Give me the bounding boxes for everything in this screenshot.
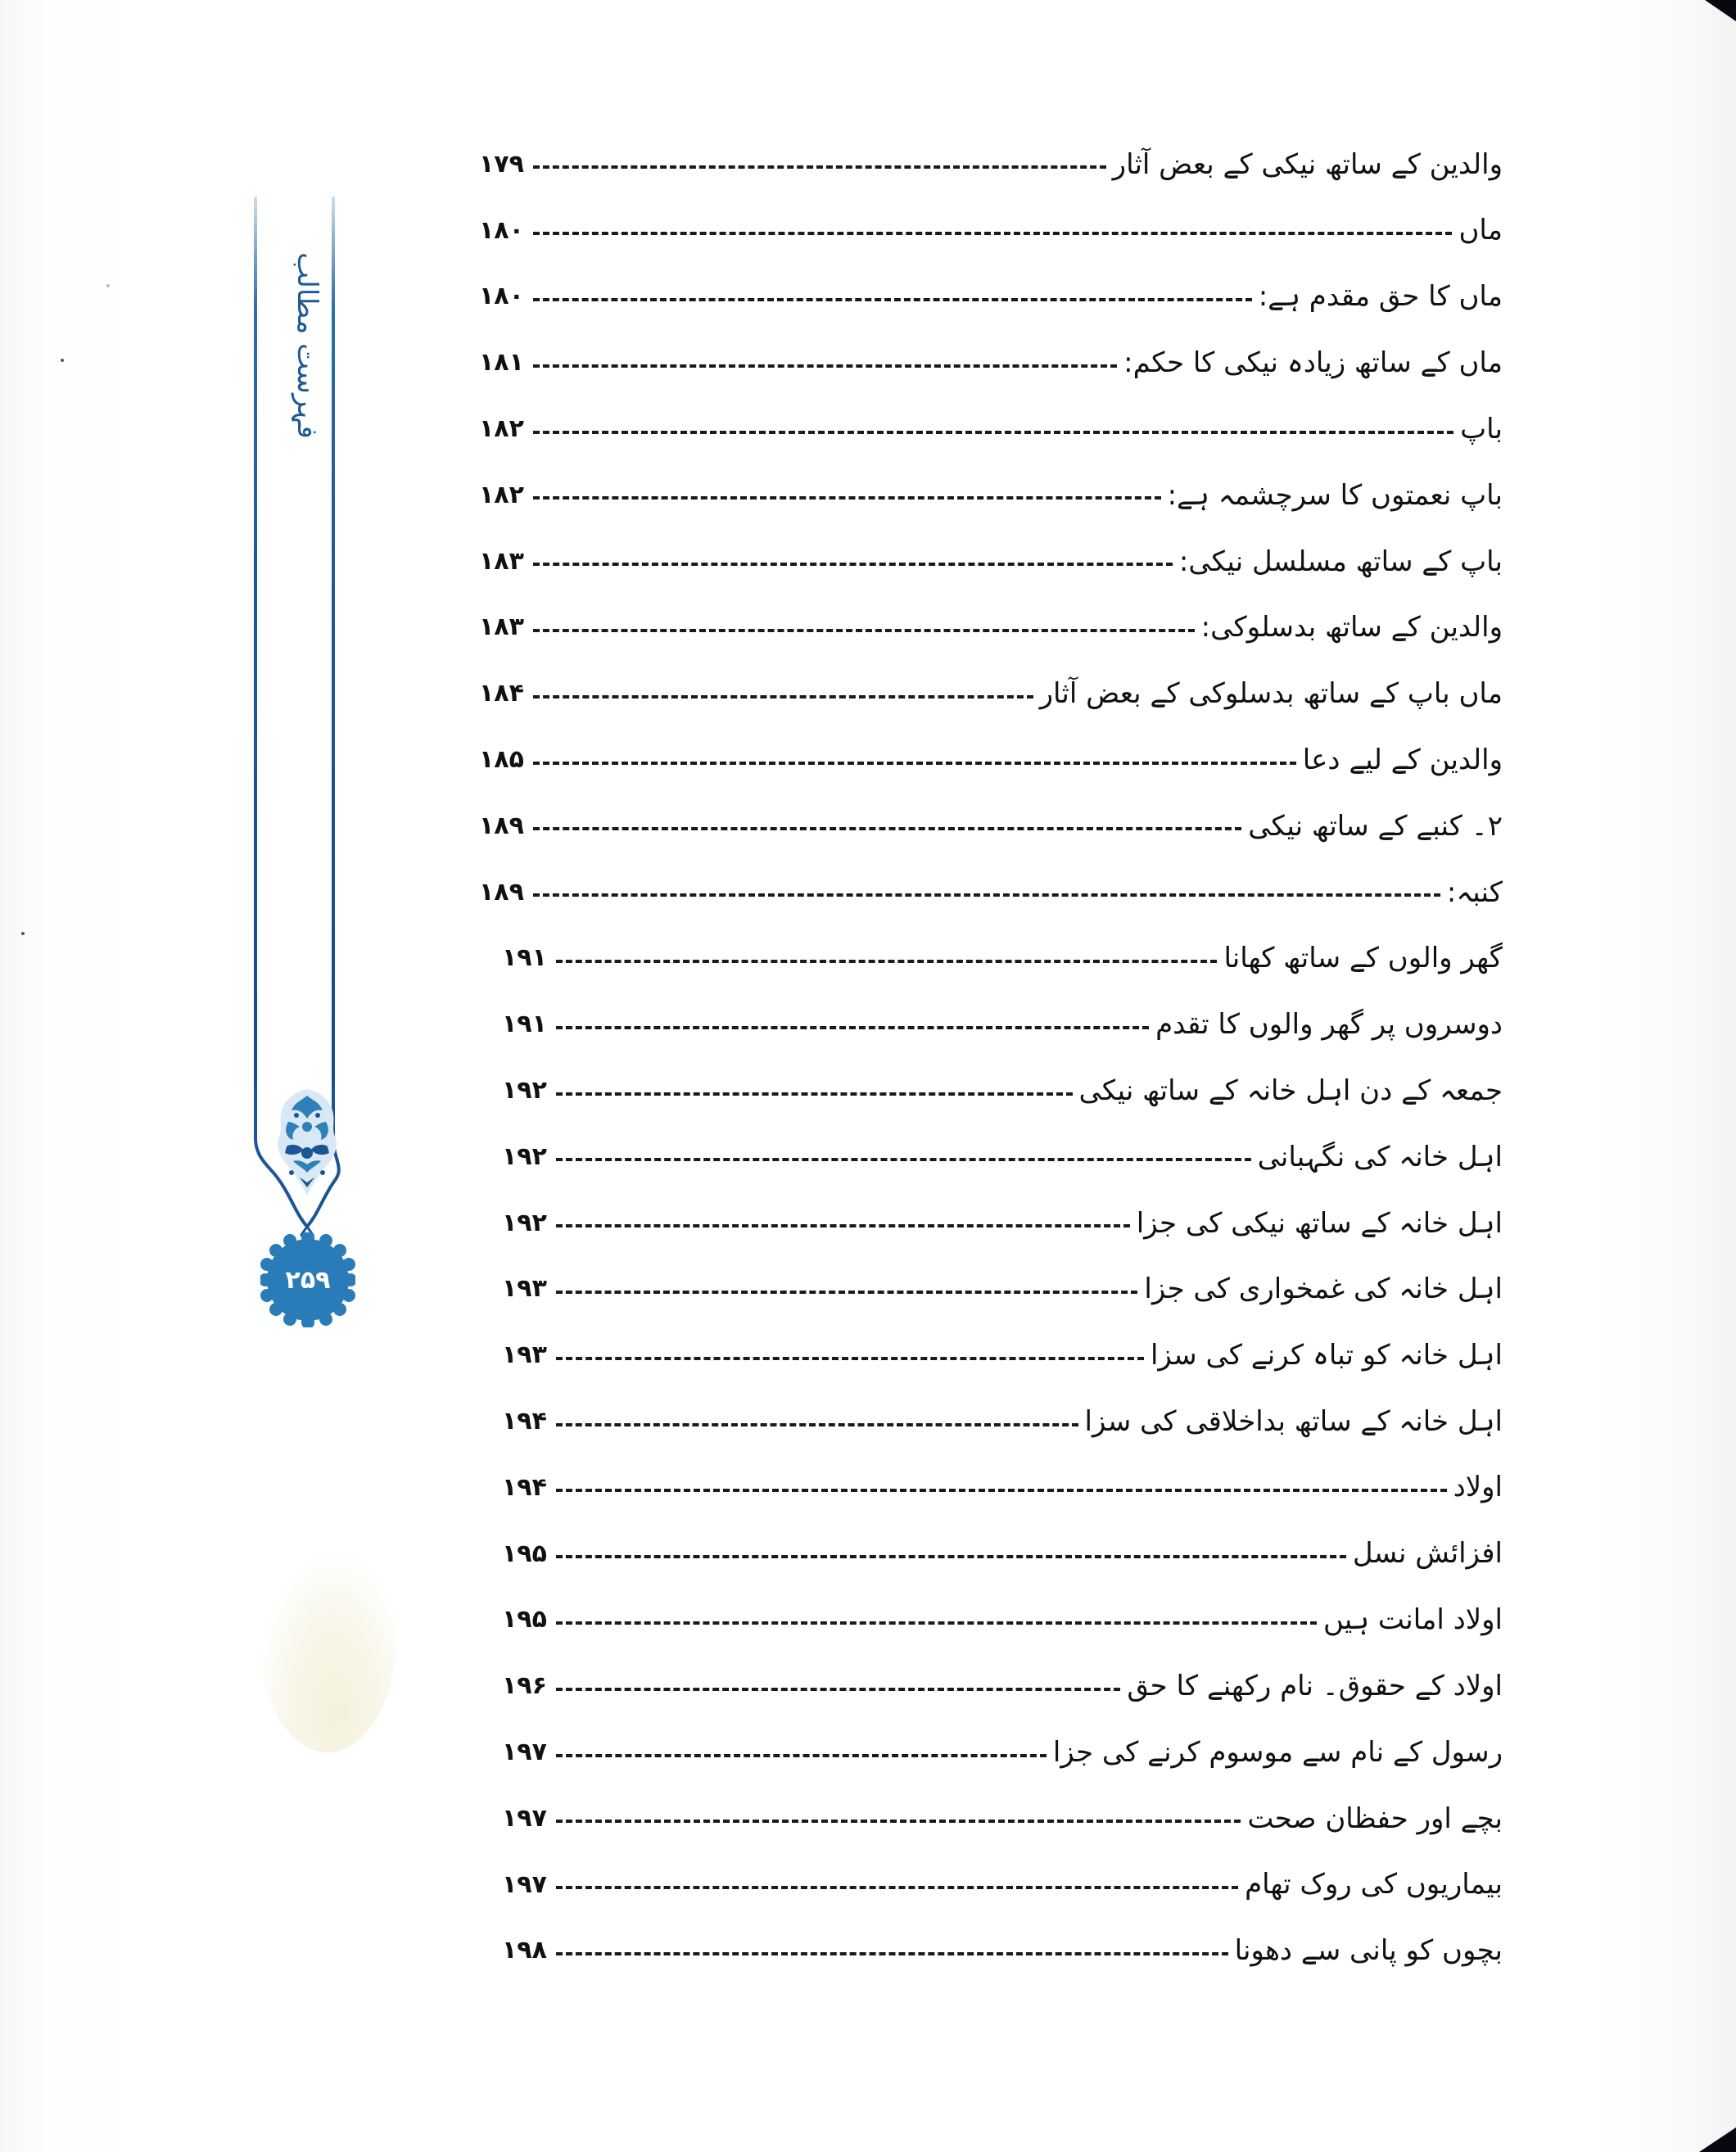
- toc-entry-page: ۱۹۷: [502, 1869, 547, 1899]
- toc-entry[interactable]: [479, 197, 1503, 264]
- toc-entry-title: اولاد کے حقوق۔ نام رکھنے کا حق: [1127, 1670, 1503, 1703]
- dotted-leader: [533, 298, 1252, 301]
- toc-entry-page: ۱۹۳: [502, 1340, 547, 1370]
- toc-entry-title: باپ: [1460, 412, 1503, 445]
- toc-entry-title: والدین کے ساتھ نیکی کے بعض آثار: [1112, 147, 1503, 181]
- toc-entry-page: ۱۹۴: [502, 1407, 547, 1436]
- toc-entry-title: جمعہ کے دن اہل خانہ کے ساتھ نیکی: [1078, 1074, 1503, 1108]
- toc-entry-title: باپ نعمتوں کا سرچشمہ ہے:: [1167, 478, 1503, 512]
- toc-entry[interactable]: [502, 1388, 1503, 1454]
- toc-entry-page: ۱۹۳: [502, 1274, 547, 1304]
- toc-entry[interactable]: [502, 1785, 1503, 1851]
- side-margin-band: [246, 188, 368, 1351]
- toc-entry-page: ۱۹۱: [502, 1010, 547, 1039]
- toc-entry-title: دوسروں پر گھر والوں کا تقدم: [1155, 1007, 1503, 1041]
- scan-corner-shadow-top: [1705, 0, 1736, 21]
- toc-entry[interactable]: [479, 859, 1503, 925]
- floral-arabesque-icon: [246, 1081, 368, 1245]
- dotted-leader: [556, 1158, 1251, 1161]
- toc-entry-page: ۱۸۱: [479, 348, 524, 378]
- dotted-leader: [533, 629, 1195, 632]
- toc-entry-title: اولاد: [1453, 1471, 1503, 1504]
- toc-entry[interactable]: [479, 131, 1503, 197]
- toc-entry[interactable]: [479, 793, 1503, 859]
- running-header-vertical: فہرست مطالب: [291, 252, 323, 439]
- toc-entry[interactable]: [502, 1652, 1503, 1719]
- toc-entry-page: ۱۹۷: [502, 1738, 547, 1767]
- toc-entry[interactable]: [502, 1256, 1503, 1322]
- dotted-leader: [556, 1291, 1137, 1294]
- toc-entry-page: ۱۷۹: [479, 149, 524, 179]
- toc-entry-title: ماں باپ کے ساتھ بدسلوکی کے بعض آثار: [1039, 677, 1503, 711]
- toc-entry[interactable]: [502, 925, 1503, 992]
- dotted-leader: [556, 1489, 1447, 1492]
- toc-entry-title: ماں کے ساتھ زیادہ نیکی کا حکم:: [1123, 346, 1503, 380]
- scan-corner-shadow-bottom: [1699, 2127, 1736, 2152]
- toc-entry-page: ۱۸۴: [479, 679, 524, 708]
- dotted-leader: [556, 960, 1217, 963]
- toc-entry-page: ۱۹۸: [502, 1936, 547, 1965]
- dotted-leader: [556, 1224, 1130, 1227]
- dotted-leader: [533, 827, 1241, 830]
- toc-entry-page: ۱۸۰: [479, 282, 524, 311]
- toc-entry-page: ۱۹۵: [502, 1539, 547, 1568]
- dust-speck: [21, 932, 25, 935]
- dotted-leader: [533, 431, 1453, 434]
- dotted-leader: [533, 695, 1033, 698]
- toc-entry[interactable]: [479, 660, 1503, 726]
- dotted-leader: [533, 364, 1117, 368]
- toc-entry-title: کنبہ:: [1446, 875, 1503, 909]
- toc-entry-page: ۱۸۳: [479, 613, 524, 642]
- toc-entry-title: ۲۔ کنبے کے ساتھ نیکی: [1248, 809, 1503, 843]
- dotted-leader: [533, 762, 1296, 765]
- toc-entry-title: اہل خانہ کی غمخواری کی جزا: [1144, 1273, 1503, 1306]
- dotted-leader: [556, 1820, 1241, 1823]
- dotted-leader: [533, 496, 1161, 500]
- toc-entry[interactable]: [502, 1454, 1503, 1521]
- toc-entry-title: اہل خانہ کے ساتھ بداخلاقی کی سزا: [1084, 1405, 1503, 1439]
- toc-entry[interactable]: [479, 396, 1503, 462]
- toc-entry[interactable]: [479, 726, 1503, 793]
- dotted-leader: [556, 1357, 1144, 1360]
- toc-entry-page: ۱۹۲: [502, 1076, 547, 1105]
- dotted-leader: [533, 232, 1452, 235]
- toc-entry-title: افزائش نسل: [1352, 1537, 1503, 1571]
- toc-entry-title: والدین کے لیے دعا: [1302, 744, 1503, 777]
- toc-entry-page: ۱۸۵: [479, 745, 524, 775]
- toc-entry-page: ۱۹۴: [502, 1472, 547, 1502]
- toc-entry-title: ماں کا حق مقدم ہے:: [1258, 280, 1503, 314]
- dotted-leader: [556, 1621, 1317, 1625]
- toc-entry-title: اہل خانہ کی نگہبانی: [1257, 1140, 1503, 1173]
- band-left-rule: [254, 197, 257, 1110]
- toc-entry-title: اہل خانہ کو تباہ کرنے کی سزا: [1150, 1339, 1503, 1372]
- toc-entry-page: ۱۹۲: [502, 1208, 547, 1237]
- toc-entry[interactable]: [502, 1851, 1503, 1918]
- dotted-leader: [556, 1688, 1120, 1691]
- dust-speck: [61, 359, 64, 362]
- dotted-leader: [533, 165, 1106, 169]
- toc-entry-title: گھر والوں کے ساتھ کھانا: [1223, 942, 1503, 975]
- page-number: ۲۵۹: [285, 1265, 331, 1295]
- toc-entry-title: بیماریوں کی روک تھام: [1245, 1868, 1503, 1901]
- toc-entry-title: ماں: [1458, 214, 1503, 247]
- toc-entry-page: ۱۹۱: [502, 943, 547, 973]
- toc-entry[interactable]: [479, 264, 1503, 330]
- toc-entry[interactable]: [502, 1190, 1503, 1256]
- toc-entry[interactable]: [479, 329, 1503, 396]
- page-number-badge: [260, 1232, 355, 1327]
- toc-entry[interactable]: [502, 991, 1503, 1057]
- dotted-leader: [556, 1026, 1149, 1029]
- toc-entry-title: باپ کے ساتھ مسلسل نیکی:: [1178, 545, 1503, 578]
- toc-entry[interactable]: [502, 1057, 1503, 1123]
- band-right-rule: [332, 197, 335, 1110]
- toc-entry-title: بچوں کو پانی سے دھونا: [1234, 1934, 1503, 1968]
- toc-entry[interactable]: [479, 462, 1503, 528]
- dotted-leader: [533, 893, 1440, 897]
- dust-speck: [106, 284, 110, 287]
- toc-entry-page: ۱۸۰: [479, 215, 524, 245]
- toc-entry-page: ۱۸۲: [479, 414, 524, 444]
- dotted-leader: [533, 563, 1173, 566]
- dotted-leader: [556, 1555, 1346, 1558]
- dotted-leader: [556, 1952, 1228, 1955]
- toc-entry-title: بچے اور حفظان صحت: [1247, 1802, 1503, 1835]
- toc-entry[interactable]: [502, 1123, 1503, 1190]
- toc-entry-page: ۱۹۷: [502, 1803, 547, 1833]
- toc-entry[interactable]: [502, 1918, 1503, 1984]
- dotted-leader: [556, 1754, 1047, 1757]
- toc-entry-title: اولاد امانت ہیں: [1323, 1603, 1503, 1637]
- toc-entry[interactable]: [502, 1587, 1503, 1653]
- paper-smudge: [258, 1556, 397, 1752]
- toc-entry-title: رسول کے نام سے موسوم کرنے کی جزا: [1052, 1736, 1503, 1770]
- toc-entry[interactable]: [502, 1521, 1503, 1587]
- dotted-leader: [556, 1423, 1078, 1426]
- toc-entry-page: ۱۹۲: [502, 1142, 547, 1171]
- toc-entry-page: ۱۹۵: [502, 1605, 547, 1634]
- toc-entry-page: ۱۸۹: [479, 811, 524, 840]
- toc-entry[interactable]: [479, 528, 1503, 595]
- toc-entry-page: ۱۸۲: [479, 480, 524, 509]
- toc-entry-title: اہل خانہ کے ساتھ نیکی کی جزا: [1136, 1206, 1503, 1240]
- toc-entry-page: ۱۸۹: [479, 877, 524, 906]
- toc-entry[interactable]: [479, 595, 1503, 661]
- table-of-contents: [479, 131, 1503, 1983]
- toc-entry-page: ۱۸۳: [479, 546, 524, 576]
- toc-entry-title: والدین کے ساتھ بدسلوکی:: [1200, 611, 1503, 644]
- toc-entry[interactable]: [502, 1719, 1503, 1785]
- dotted-leader: [556, 1886, 1238, 1889]
- dotted-leader: [556, 1092, 1073, 1096]
- toc-entry-page: ۱۹۶: [502, 1671, 547, 1701]
- toc-entry[interactable]: [502, 1322, 1503, 1388]
